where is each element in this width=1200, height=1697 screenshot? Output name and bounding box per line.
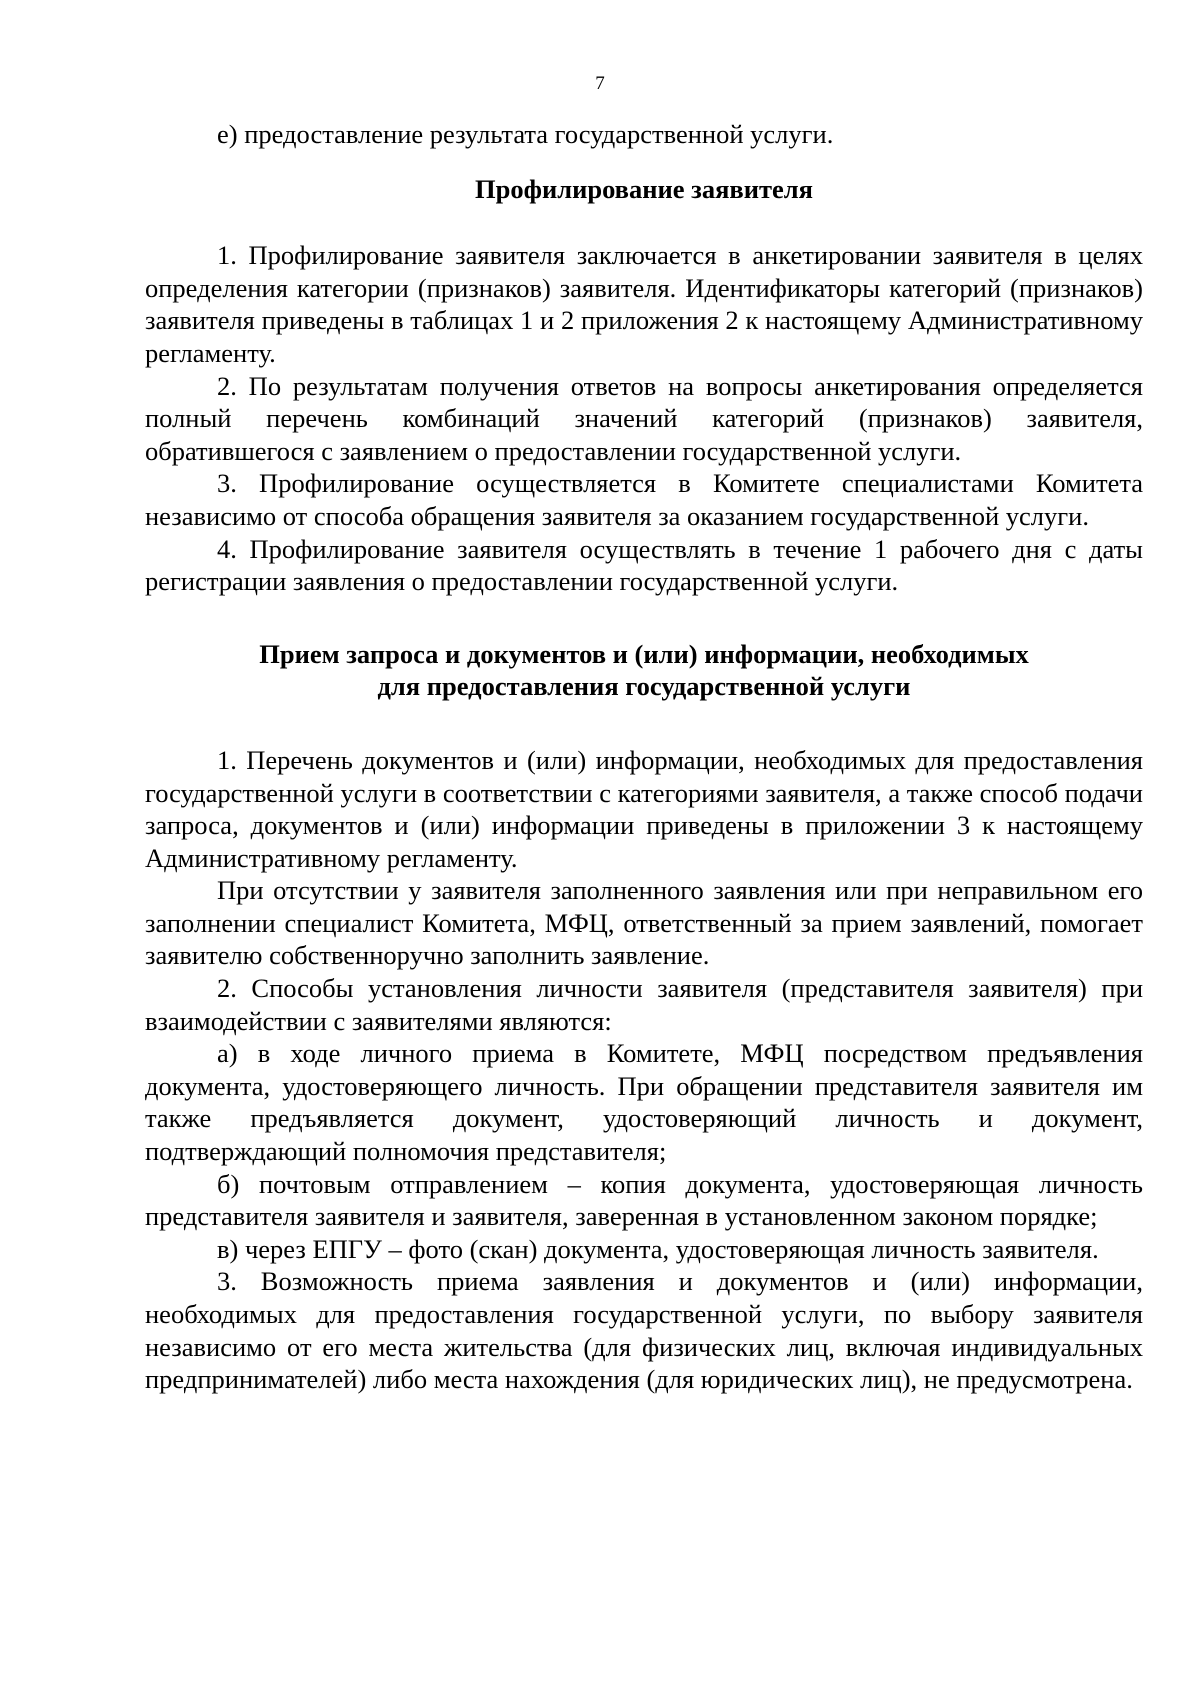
section-heading-profiling: Профилирование заявителя — [475, 173, 813, 204]
profiling-paragraph-3: 3. Профилирование осуществляется в Комитете специалистами Комитета независимо от способа обращения заявителя за оказанием государственной услуги. — [145, 468, 1143, 531]
intake-paragraph-5: б) почтовым отправлением – копия документа, удостоверяющая личность представителя заявителя и заявителя, заверенная в установленном законом порядке; — [145, 1168, 1143, 1232]
section-heading-line-1: Прием запроса и документов и (или) информации, необходимых — [259, 638, 1029, 669]
intake-paragraph-7: 3. Возможность приема заявления и документов и (или) информации, необходимых для предоставления государственной услуги, по выбору заявителя независимо от его места жительства (для физических лиц, включая индивидуальных предпринимателей) либо места нахождения (для юридических лиц), не предусмотрена. — [145, 1266, 1143, 1395]
intro-paragraph: е) предоставление результата государственной услуги. — [217, 119, 834, 149]
intake-paragraph-1: 1. Перечень документов и (или) информации, необходимых для предоставления государственной услуги в соответствии с категориями заявителя, а также способ подачи запроса, документов и (или) информации приведены в приложении 3 к настоящему Административному регламенту. — [145, 744, 1143, 873]
intake-paragraph-6: в) через ЕПГУ – фото (скан) документа, удостоверяющая личность заявителя. — [217, 1233, 1099, 1264]
profiling-paragraph-2: 2. По результатам получения ответов на вопросы анкетирования определяется полный перечень комбинаций значений категорий (признаков) заявителя, обратившегося с заявлением о предоставлении государственной услуги. — [145, 370, 1143, 466]
intake-paragraph-2: При отсутствии у заявителя заполненного заявления или при неправильном его заполнении специалист Комитета, МФЦ, ответственный за прием заявлений, помогает заявителю собственноручно заполнить заявление. — [145, 875, 1143, 971]
document-body — [145, 118, 1143, 1396]
intake-paragraph-3: 2. Способы установления личности заявителя (представителя заявителя) при взаимодействии с заявителями являются: — [145, 973, 1143, 1036]
profiling-paragraph-1: 1. Профилирование заявителя заключается в анкетировании заявителя в целях определения категории (признаков) заявителя. Идентификаторы категорий (признаков) заявителя приведены в таблицах 1 и 2 приложения 2 к настоящему Административному регламенту. — [145, 240, 1143, 368]
section-heading-line-2: для предоставления государственной услуги — [377, 671, 911, 702]
intake-paragraph-4: а) в ходе личного приема в Комитете, МФЦ посредством предъявления документа, удостоверяющего личность. При обращении представителя заявителя им также предъявляется документ, удостоверяющий личность и документ, подтверждающий полномочия представителя; — [145, 1038, 1143, 1167]
page-number: 7 — [595, 73, 605, 94]
section-heading-request-intake — [145, 638, 1143, 703]
profiling-paragraph-4: 4. Профилирование заявителя осуществлять в течение 1 рабочего дня с даты регистрации заявления о предоставлении государственной услуги. — [145, 533, 1143, 597]
